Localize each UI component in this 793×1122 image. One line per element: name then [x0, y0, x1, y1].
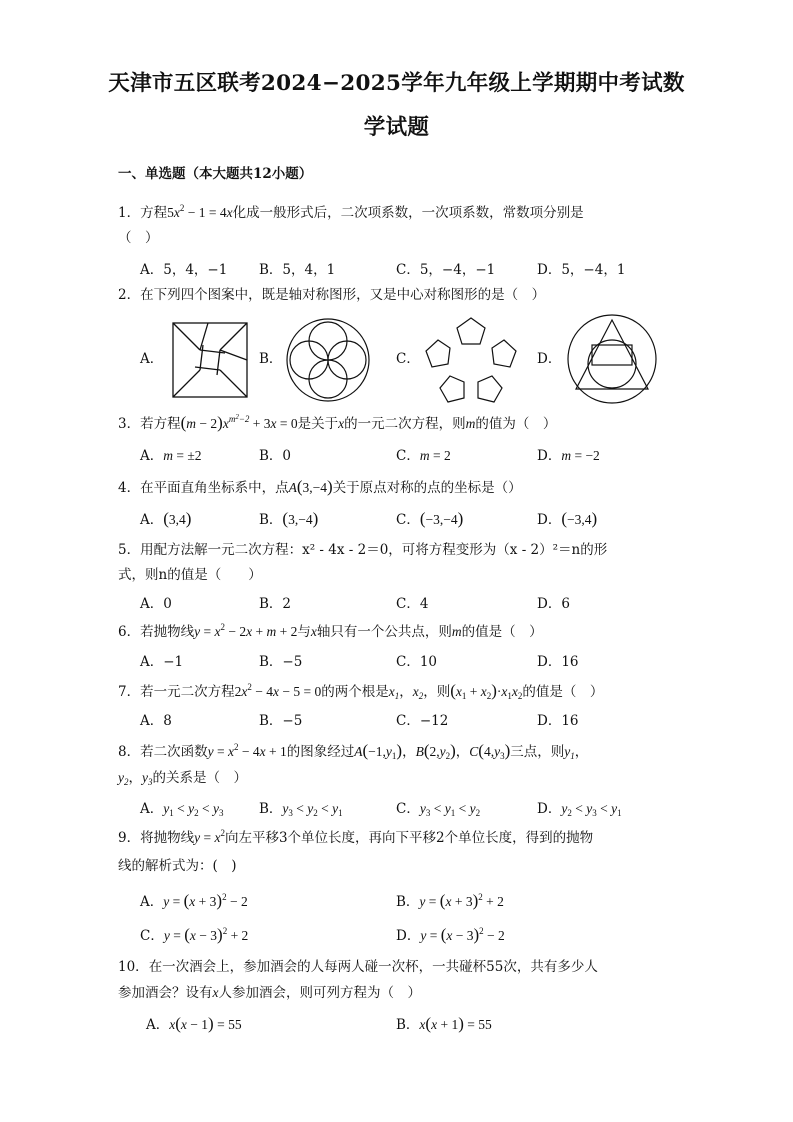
question-2: 2．在下列四个图案中，既是轴对称图形，又是中心对称图形的是（ ） — [118, 287, 546, 303]
option-4a[interactable]: A．(3,4) — [140, 509, 192, 528]
question-1-cont: （ ） — [118, 230, 159, 246]
option-2c[interactable]: C． — [396, 351, 420, 367]
option-7a[interactable]: A．8 — [140, 713, 172, 729]
option-7c[interactable]: C．−12 — [396, 713, 449, 729]
question-1: 1．方程$5x^2 - 1 = 4x$化成一般形式后，二次项系数，一次项系数，常数项分别是 — [118, 203, 584, 221]
question-8: 8．若二次函数$y = x^2 - 4x + 1$的图象经过$A(-1,y_1)$，$B(2,y_2)$，$C(4,y_3)$三点，则$y_1$， — [118, 741, 589, 761]
question-10-cont: 参加酒会？设有x人参加酒会，则可列方程为（ ） — [118, 985, 421, 1001]
option-4d[interactable]: D．(−3,4) — [537, 509, 598, 528]
option-3c[interactable]: C．m = 2 — [396, 448, 451, 464]
option-4b[interactable]: B．(3,−4) — [259, 509, 319, 528]
option-5b[interactable]: B．2 — [259, 596, 292, 612]
question-5-cont: 式，则n的值是（ ） — [118, 567, 262, 583]
question-9-cont: 线的解析式为：( ) — [118, 858, 237, 874]
triangle-in-circle-figure — [564, 313, 660, 405]
option-6b[interactable]: B．−5 — [259, 654, 303, 670]
pentagon-ring-figure — [422, 314, 520, 404]
option-5c[interactable]: C．4 — [396, 596, 429, 612]
option-4c[interactable]: C．(−3,−4) — [396, 509, 464, 528]
question-6: 6．若抛物线$y = x^2 - 2x + m + 2$与x轴只有一个公共点，则m的值是（ ） — [118, 622, 543, 640]
question-3: 3．若方程$(m - 2)x^{m^2-2} + 3x = 0$是关于x的一元二次方程，则m的值为（ ） — [118, 413, 557, 432]
question-7: 7．若一元二次方程$2x^2 - 4x - 5 = 0$的两个根是$x_1$，$x_2$，则$(x_1 + x_2)\cdot x_1x_2$的值是（ ） — [118, 681, 604, 701]
page-title: 天津市五区联考2024−2025学年九年级上学期期中考试数 — [108, 71, 685, 96]
option-3a[interactable]: A．m = ±2 — [140, 448, 202, 464]
option-6c[interactable]: C．10 — [396, 654, 438, 670]
option-9d[interactable]: D．$y = (x - 3)^2 - 2$ — [396, 925, 505, 944]
interlocking-circles-figure — [285, 317, 371, 403]
question-8-cont: $y_2$，$y_3$的关系是（ ） — [118, 770, 247, 787]
option-5d[interactable]: D．6 — [537, 596, 570, 612]
question-9: 9．将抛物线$y = x^2$向左平移3个单位长度，再向下平移2个单位长度，得到的抛物 — [118, 828, 594, 846]
option-3b[interactable]: B．0 — [259, 448, 292, 464]
option-2a[interactable]: A． — [140, 351, 164, 367]
option-1c[interactable]: C．5，−4，−1 — [396, 262, 496, 278]
option-8d[interactable]: D．$y_2 < y_3 < y_1$ — [537, 801, 622, 818]
option-6d[interactable]: D．16 — [537, 654, 579, 670]
option-1b[interactable]: B．5，4，1 — [259, 262, 336, 278]
option-8c[interactable]: C．$y_3 < y_1 < y_2$ — [396, 801, 481, 818]
question-5: 5．用配方法解一元二次方程：x² - 4x - 2＝0，可将方程变形为（x - 2）²＝n的形 — [118, 542, 608, 558]
option-7d[interactable]: D．16 — [537, 713, 579, 729]
question-4: 4．在平面直角坐标系中，点A(3,−4)关于原点对称的点的坐标是（） — [118, 477, 522, 496]
option-9b[interactable]: B．$y = (x + 3)^2 + 2$ — [396, 891, 504, 910]
section-heading: 一、单选题（本大题共12小题） — [118, 166, 313, 182]
option-5a[interactable]: A．0 — [140, 596, 172, 612]
option-9a[interactable]: A．$y = (x + 3)^2 - 2$ — [140, 891, 248, 910]
option-7b[interactable]: B．−5 — [259, 713, 303, 729]
option-1d[interactable]: D．5，−4，1 — [537, 262, 626, 278]
page-title-cont: 学试题 — [363, 115, 430, 140]
option-10b[interactable]: B．x(x + 1) = 55 — [396, 1014, 492, 1033]
option-10a[interactable]: A．x(x − 1) = 55 — [146, 1014, 242, 1033]
option-2d[interactable]: D． — [537, 351, 562, 367]
option-9c[interactable]: C．$y = (x - 3)^2 + 2$ — [140, 925, 249, 944]
pinwheel-square-figure — [170, 320, 250, 400]
option-3d[interactable]: D．m = −2 — [537, 448, 600, 464]
option-8b[interactable]: B．$y_3 < y_2 < y_1$ — [259, 801, 343, 818]
option-6a[interactable]: A．−1 — [140, 654, 184, 670]
question-10: 10．在一次酒会上，参加酒会的人每两人碰一次杯，一共碰杯55次，共有多少人 — [118, 959, 598, 975]
option-2b[interactable]: B． — [259, 351, 283, 367]
option-1a[interactable]: A．5，4，−1 — [140, 262, 228, 278]
option-8a[interactable]: A．$y_1 < y_2 < y_3$ — [140, 801, 224, 818]
